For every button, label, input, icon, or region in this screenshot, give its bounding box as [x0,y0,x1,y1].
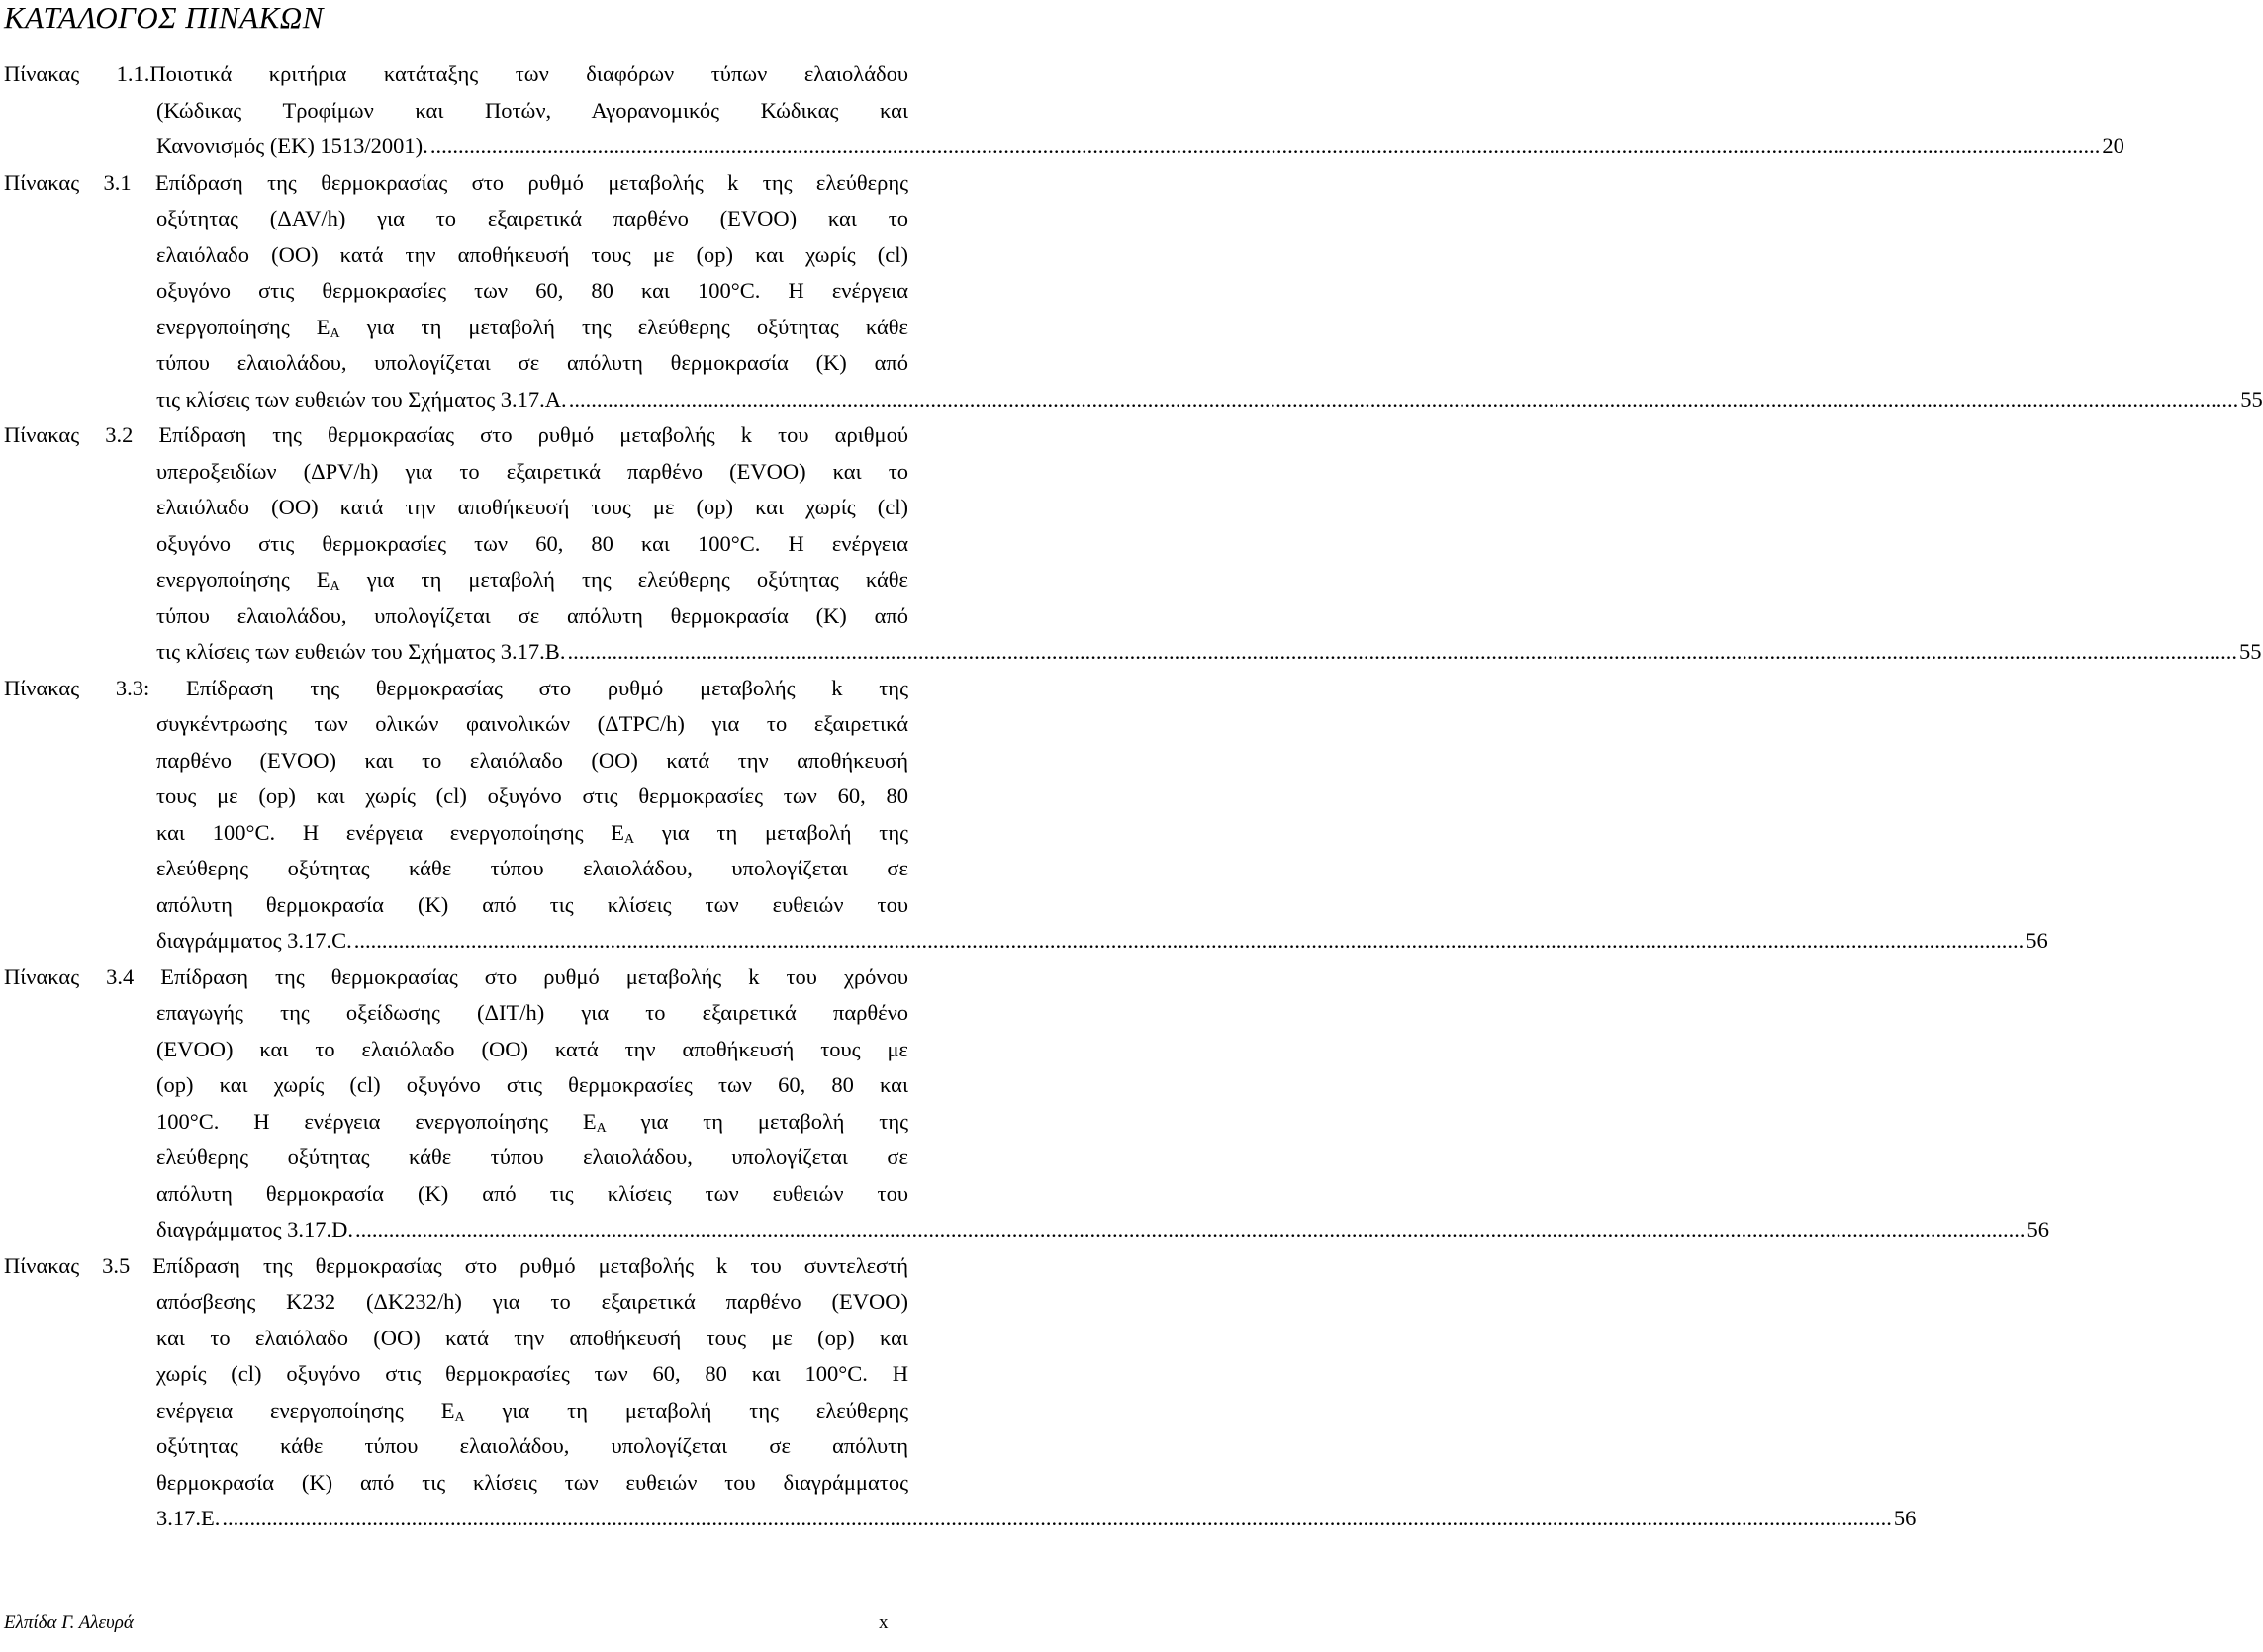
toc-entry-text: διαγράμματος 3.17.C. [156,928,352,953]
page-title: ΚΑΤΑΛΟΓΟΣ ΠΙΝΑΚΩΝ [4,0,324,35]
dot-leader: ............................................................................................................................................................................................................................................................................................................ [353,928,2025,953]
toc-entry-page-number: 56 [1893,1506,1917,1530]
toc-entry-line: τους με (op) και χωρίς (cl) οξυγόνο στις θερμοκρασίες των 60, 80 [156,783,908,808]
toc-entry-last-line[interactable] [156,923,2048,960]
toc-entry-text: διαγράμματος 3.17.D. [156,1217,354,1241]
toc-entry-last-line[interactable] [156,1212,2050,1248]
toc-entry-line: ενεργοποίησης $E_A$ για τη μεταβολή της ελεύθερης οξύτητας κάθε [156,314,908,341]
toc-entry-heading-line: Πίνακας 3.2 Επίδραση της θερμοκρασίας στο ρυθμό μεταβολής k του αριθμού [4,422,908,447]
dot-leader: ............................................................................................................................................................................................................................................................................................................ [567,639,2237,664]
toc-entry-line: χωρίς (cl) οξυγόνο στις θερμοκρασίες των 60, 80 και 100°C. Η [156,1361,908,1386]
toc-entry-last-line[interactable] [156,1501,1917,1537]
toc-entry-text: τις κλίσεις των ευθειών του Σχήματος 3.17.B. [156,639,566,664]
footer-page-number: x [879,1612,889,1633]
toc-entry-line: παρθένο (EVOO) και το ελαιόλαδο (OO) κατά την αποθήκευσή [156,747,908,773]
toc-entry-line: συγκέντρωσης των ολικών φαινολικών (ΔTPC/h) για το εξαιρετικά [156,711,908,736]
dot-leader: ............................................................................................................................................................................................................................................................................................................ [568,386,2239,412]
dot-leader: ............................................................................................................................................................................................................................................................................................................ [355,1217,2026,1241]
toc-entry-line: οξυγόνο στις θερμοκρασίες των 60, 80 και 100°C. Η ενέργεια [156,530,908,556]
toc-entry-text: Κανονισμός (ΕΚ) 1513/2001). [156,134,428,158]
toc-entry-line: ενεργοποίησης $E_A$ για τη μεταβολή της ελεύθερης οξύτητας κάθε [156,567,908,594]
toc-entry-page-number: 56 [2026,928,2048,953]
footer-author: Ελπίδα Γ. Αλευρά [4,1612,134,1633]
toc-entry-line: (EVOO) και το ελαιόλαδο (OO) κατά την αποθήκευσή τους με [156,1036,908,1061]
toc-entry-heading-line: Πίνακας 3.3: Επίδραση της θερμοκρασίας στο ρυθμό μεταβολής k της [4,675,908,700]
toc-entry-line: απόσβεσης K232 (ΔK232/h) για το εξαιρετικά παρθένο (EVOO) [156,1289,908,1314]
toc-entry-heading-line: Πίνακας 3.1 Επίδραση της θερμοκρασίας στο ρυθμό μεταβολής k της ελεύθερης [4,169,908,195]
toc-entry-line: τύπου ελαιολάδου, υπολογίζεται σε απόλυτη θερμοκρασία (K) από [156,602,908,628]
toc-entry-line: οξύτητας (ΔAV/h) για το εξαιρετικά παρθένο (EVOO) και το [156,206,908,230]
toc-entry-last-line[interactable] [156,634,2262,671]
toc-entry-page-number: 20 [2102,134,2124,158]
toc-entry-line: ελαιόλαδο (OO) κατά την αποθήκευσή τους με (op) και χωρίς (cl) [156,495,908,519]
toc-entry-line: ελεύθερης οξύτητας κάθε τύπου ελαιολάδου, υπολογίζεται σε [156,856,908,880]
toc-entry-line: επαγωγής της οξείδωσης (ΔIT/h) για το εξαιρετικά παρθένο [156,1000,908,1025]
toc-entry-line: απόλυτη θερμοκρασία (K) από τις κλίσεις των ευθειών του [156,1180,908,1206]
toc-entry-line: υπεροξειδίων (ΔPV/h) για το εξαιρετικά παρθένο (EVOO) και το [156,458,908,484]
toc-entry-heading-line: Πίνακας 3.5 Επίδραση της θερμοκρασίας στο ρυθμό μεταβολής k του συντελεστή [4,1252,908,1278]
toc-entry-line: (op) και χωρίς (cl) οξυγόνο στις θερμοκρασίες των 60, 80 και [156,1072,908,1097]
toc-entry-line: και 100°C. Η ενέργεια ενεργοποίησης $E_A$ για τη μεταβολή της [156,819,909,847]
toc-entry-line: απόλυτη θερμοκρασία (K) από τις κλίσεις των ευθειών του [156,891,908,917]
toc-entry-page-number: 55 [2240,386,2263,412]
toc-entry-line: οξύτητας κάθε τύπου ελαιολάδου, υπολογίζεται σε απόλυτη [156,1433,908,1458]
toc-entry-line: θερμοκρασία (K) από τις κλίσεις των ευθειών του διαγράμματος [156,1469,908,1495]
toc-entry-line: οξυγόνο στις θερμοκρασίες των 60, 80 και 100°C. Η ενέργεια [156,278,908,303]
dot-leader: ............................................................................................................................................................................................................................................................................................................ [429,134,2101,158]
toc-entry-last-line[interactable] [156,129,2124,165]
toc-entry-line: και το ελαιόλαδο (OO) κατά την αποθήκευσή τους με (op) και [156,1325,908,1350]
toc-entry-text: τις κλίσεις των ευθειών του Σχήματος 3.17.A. [156,386,567,412]
toc-entry-page-number: 55 [2238,639,2262,664]
toc-entry-heading-line: Πίνακας 1.1.Ποιοτικά κριτήρια κατάταξης των διαφόρων τύπων ελαιολάδου [4,61,908,86]
toc-entry-last-line[interactable] [156,382,2263,418]
toc-entry-text: 3.17.E. [156,1506,221,1530]
toc-entry-line: ελαιόλαδο (OO) κατά την αποθήκευσή τους με (op) και χωρίς (cl) [156,241,908,267]
toc-entry-line: ενέργεια ενεργοποίησης $E_A$ για τη μεταβολή της ελεύθερης [156,1397,908,1424]
dot-leader: ............................................................................................................................................................................................................................................................................................................ [222,1506,1892,1530]
toc-entry-line: τύπου ελαιολάδου, υπολογίζεται σε απόλυτη θερμοκρασία (K) από [156,350,908,375]
toc-entry-line: (Κώδικας Τροφίμων και Ποτών, Αγορανομικός Κώδικας και [156,97,908,123]
toc-entry-heading-line: Πίνακας 3.4 Επίδραση της θερμοκρασίας στο ρυθμό μεταβολής k του χρόνου [4,964,908,989]
toc-entry-line: ελεύθερης οξύτητας κάθε τύπου ελαιολάδου, υπολογίζεται σε [156,1145,908,1169]
toc-entry-line: 100°C. Η ενέργεια ενεργοποίησης $E_A$ για τη μεταβολή της [156,1108,908,1136]
toc-entry-page-number: 56 [2027,1217,2050,1241]
